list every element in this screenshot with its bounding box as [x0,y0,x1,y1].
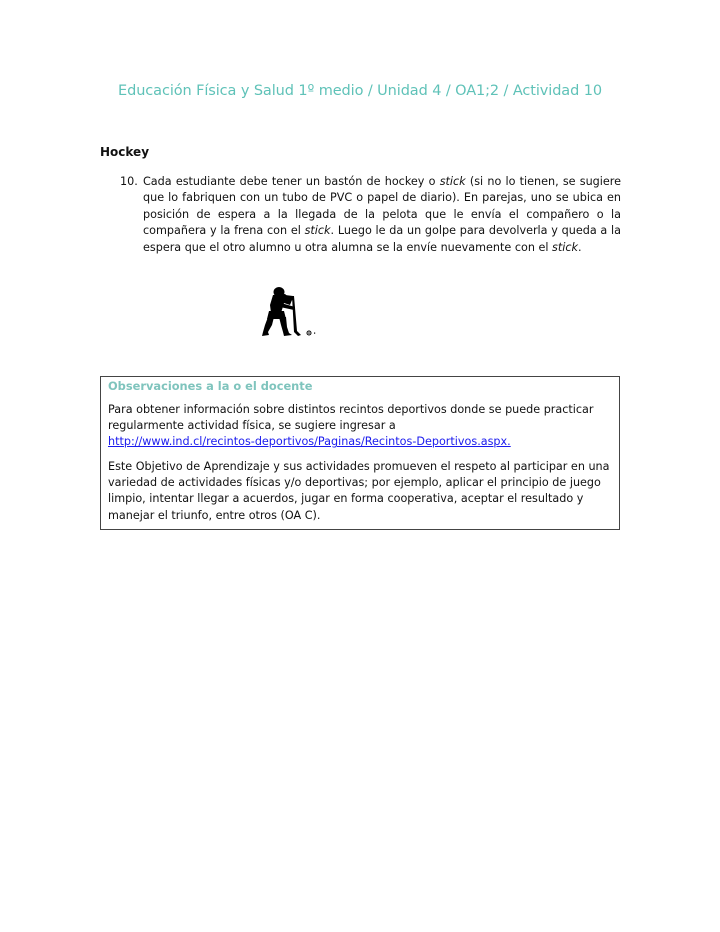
activity-description [143,174,621,256]
teacher-observations-box [100,376,620,530]
observations-paragraph-2: Este Objetivo de Aprendizaje y sus actividades promueven el respeto al participar en una variedad de actividades físicas y/o deportivas; por ejemplo, aplicar el principio de juego limpio, intentar llegar a acuerdos, jugar en forma cooperativa, aceptar el resultado y manejar el triunfo, entre otros (OA C). [108,460,610,522]
activity-term-stick: stick [552,240,578,254]
observations-paragraph-1 [108,402,613,451]
breadcrumb: Educación Física y Salud 1º medio / Unidad 4 / OA1;2 / Actividad 10 [118,83,602,99]
activity-text-part: . Luego le da un golpe para devolverla y queda a la espera que el otro alumno u otra alumna se la envíe nuevamente con el [143,224,621,254]
activity-text-part: Cada estudiante debe tener un bastón de hockey o [143,175,440,188]
activity-term-stick: stick [439,175,466,188]
activity-term-stick: stick [304,224,331,238]
observations-title: Observaciones a la o el docente [108,379,313,393]
recintos-deportivos-link[interactable]: http://www.ind.cl/recintos-deportivos/Paginas/Recintos-Deportivos.aspx. [108,435,511,449]
section-title: Hockey [100,145,150,159]
activity-number: 10. [120,175,138,188]
activity-text-part: (si no lo tienen, se sugiere que lo fabriquen con un tubo de PVC o papel de diario). En parejas, uno se ubica en posición de espera a la llegada de la pelota que le envía el compañero o la compañera y la frena con el [143,175,622,238]
activity-text-part: . [577,240,582,254]
activity-item [120,174,621,256]
observations-paragraph-1-text: Para obtener información sobre distintos recintos deportivos donde se puede practicar regularmente actividad física, se sugiere ingresar a [108,403,594,433]
hockey-player-icon [259,285,321,339]
